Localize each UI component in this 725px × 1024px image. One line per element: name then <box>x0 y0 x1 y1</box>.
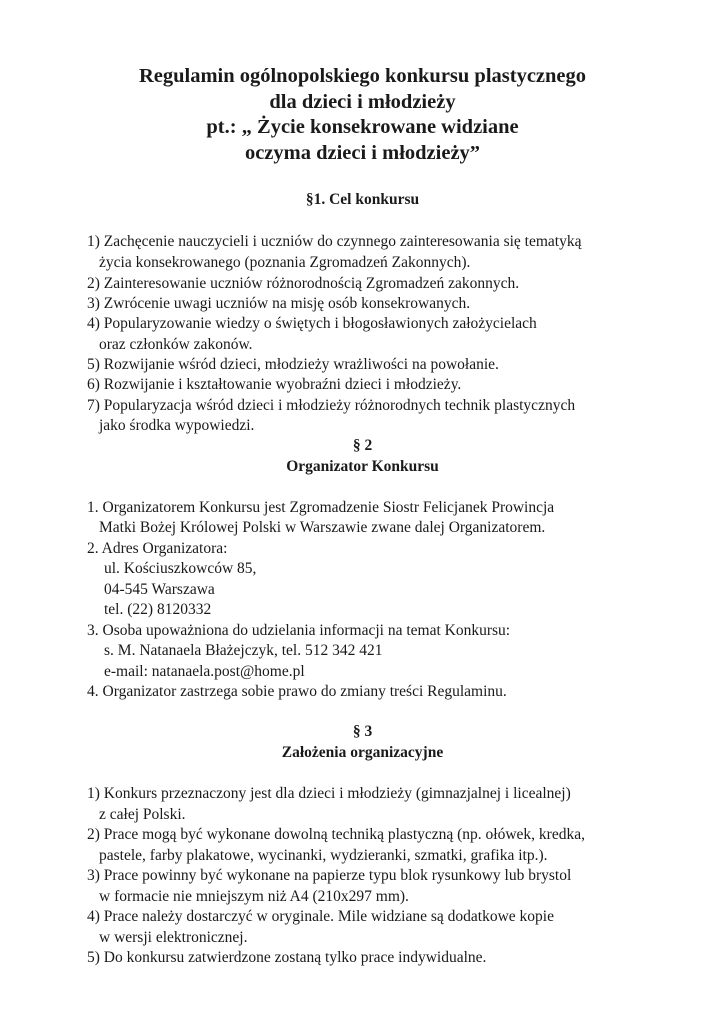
section-2-line: Matki Bożej Królowej Polski w Warszawie zwane dalej Organizatorem. <box>99 519 546 536</box>
title-line-4: oczyma dzieci i młodzieży” <box>244 141 481 164</box>
section-2-line: 1. Organizatorem Konkursu jest Zgromadzenie Siostr Felicjanek Prowincja <box>87 499 555 516</box>
section-2-line: 3. Osoba upoważniona do udzielania informacji na temat Konkursu: <box>87 622 511 639</box>
section-1-line: 2) Zainteresowanie uczniów różnorodnością Zgromadzeń zakonnych. <box>87 275 520 292</box>
section-1-line: 3) Zwrócenie uwagi uczniów na misję osób konsekrowanych. <box>87 295 471 312</box>
section-3-line: 1) Konkurs przeznaczony jest dla dzieci i młodzieży (gimnazjalnej i licealnej) <box>87 785 571 802</box>
title-line-3: pt.: „ Życie konsekrowane widziane <box>206 116 519 138</box>
section-2-line: ul. Kościuszkowców 85, <box>104 560 257 577</box>
section-1-line: 4) Popularyzowanie wiedzy o świętych i błogosławionych założycielach <box>87 315 537 332</box>
section-2-line: 2. Adres Organizatora: <box>87 540 228 557</box>
section-3-line: 5) Do konkursu zatwierdzone zostaną tylko prace indywidualne. <box>87 949 487 966</box>
section-3-heading: Założenia organizacyjne <box>281 744 444 761</box>
section-2-line: 4. Organizator zastrzega sobie prawo do zmiany treści Regulaminu. <box>87 683 507 700</box>
section-3-line: 3) Prace powinny być wykonane na papierze typu blok rysunkowy lub brystol <box>87 867 572 884</box>
section-1-line: oraz członków zakonów. <box>99 336 253 353</box>
document-title <box>0 64 725 166</box>
section-1-line: 5) Rozwijanie wśród dzieci, młodzieży wrażliwości na powołanie. <box>87 356 499 373</box>
section-3-line: w formacie nie mniejszym niż A4 (210x297 mm). <box>99 888 409 905</box>
section-3-line: pastele, farby plakatowe, wycinanki, wydzieranki, szmatki, grafika itp.). <box>99 847 548 864</box>
section-1-line: 7) Popularyzacja wśród dzieci i młodzieży różnorodnych technik plastycznych <box>87 397 576 414</box>
section-1-line: życia konsekrowanego (poznania Zgromadzeń Zakonnych). <box>99 254 471 271</box>
section-1-line: jako środka wypowiedzi. <box>99 417 255 434</box>
section-2-line: e-mail: natanaela.post@home.pl <box>104 663 305 680</box>
section-2-line: 04-545 Warszawa <box>104 581 215 598</box>
section-3-line: 4) Prace należy dostarczyć w oryginale. Mile widziane są dodatkowe kopie <box>87 908 554 925</box>
section-1-heading: §1. Cel konkursu <box>305 191 420 208</box>
section-2-line: s. M. Natanaela Błażejczyk, tel. 512 342 421 <box>104 642 383 659</box>
section-2-heading: Organizator Konkursu <box>286 458 439 475</box>
section-1-line: 1) Zachęcenie nauczycieli i uczniów do czynnego zainteresowania się tematyką <box>87 233 582 250</box>
section-3-number: § 3 <box>352 723 373 740</box>
section-3-line: 2) Prace mogą być wykonane dowolną techniką plastyczną (np. ołówek, kredka, <box>87 826 585 843</box>
section-2-line: tel. (22) 8120332 <box>104 601 212 618</box>
title-line-2: dla dzieci i młodzieży <box>269 90 456 113</box>
section-1-line: 6) Rozwijanie i kształtowanie wyobraźni dzieci i młodzieży. <box>87 376 462 393</box>
section-3-line: w wersji elektronicznej. <box>99 929 248 946</box>
section-2-number: § 2 <box>352 437 373 454</box>
title-line-1: Regulamin ogólnopolskiego konkursu plastycznego <box>138 65 587 87</box>
section-3-line: z całej Polski. <box>99 806 186 823</box>
